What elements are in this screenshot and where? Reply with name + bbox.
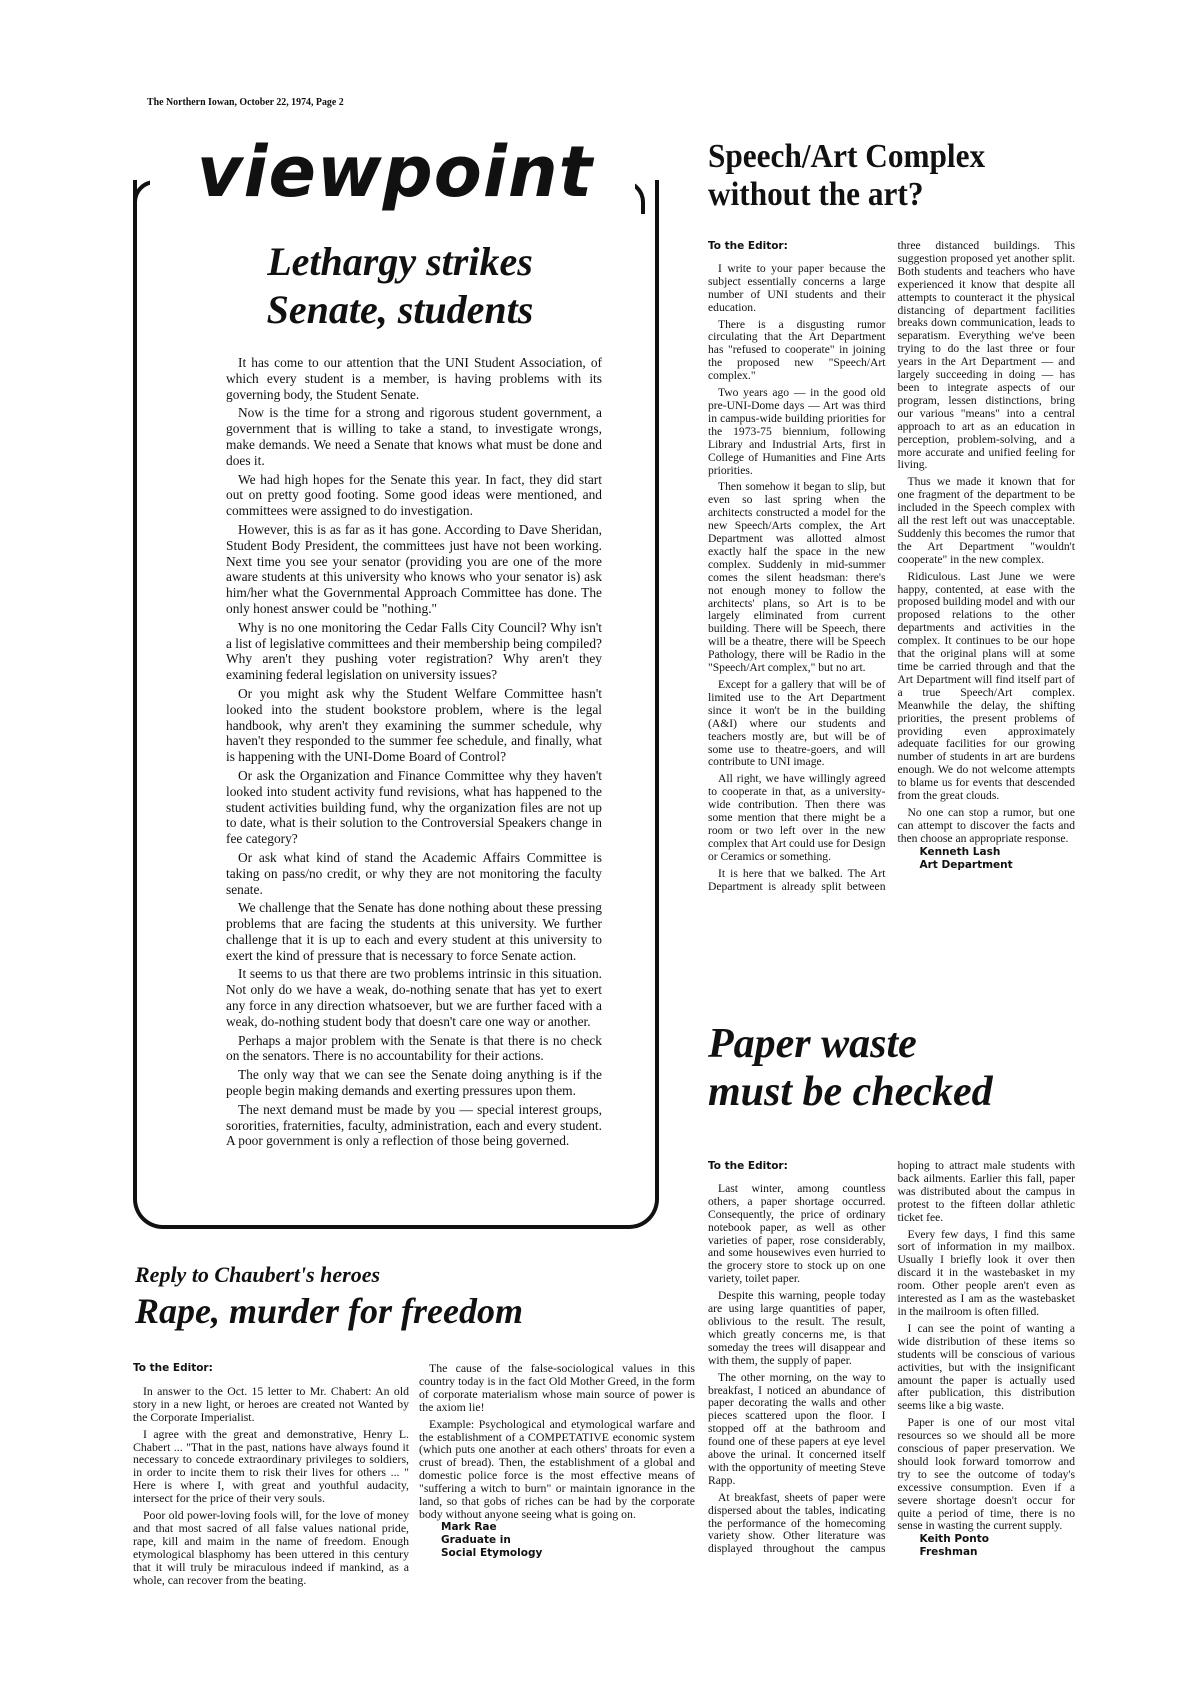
salutation: To the Editor: [708, 1160, 788, 1172]
headline-line: without the art? [708, 176, 924, 213]
paragraph: All right, we have willingly agreed to cooperate in that, as a university-wide contribution. Then there was some mention that there might be a room or two left over in the new complex that Art could use for Design or Ceramics or something. [708, 772, 886, 863]
paragraph: I agree with the great and demonstrative, Henry L. Chabert ... "That in the past, nations have always found it necessary to concede extraordinary privileges to soldiers, in order to incite them to risk their lives for others ... " Here is where I, with great and youthful audacity, intersect for the price of their very souls. [133, 1426, 409, 1506]
paragraph: We had high hopes for the Senate this year. In fact, they did start out on pretty good footing. Some good ideas were mentioned, and committees were assigned to do investigation. [226, 471, 602, 519]
paragraph: Then somehow it began to slip, but even so last spring when the architects constructed a model for the new Speech/Arts complex, the Art Department was allotted almost exactly half the space in the new complex. Suddenly in mid-summer comes the silent headsman: there's not enough money to follow the architects' plans, so Art is to be largely eliminated from current building. There will be Speech, there will be a theatre, there will be Speech Pathology, there will be Radio in the "Speech/Art complex," but no art. [708, 480, 886, 675]
paper-waste-headline [708, 1020, 993, 1116]
salutation: To the Editor: [708, 240, 788, 252]
paragraph: Despite this warning, people today are using large quantities of paper, oblivious to the result. The result, which greatly concerns me, is that someday the trees will disappear and with them, the supply of paper. [708, 1289, 886, 1367]
paragraph: Example: Psychological and etymological warfare and the establishment of a COMPETATIVE economic system (which puts one another at each others' throats for even a crust of bread). Then, the establishment of a global and domestic police force is the most effective means of "suffering a witch to burn" or maintain ignorance in the land, so that gobs of riches can be had by the corporate body without anyone seeing what is going on. [419, 1416, 695, 1521]
signature-line: Kenneth Lash [919, 845, 1001, 858]
paragraph: Every few days, I find this same sort of information in my mailbox. Usually I briefly look it over then discard it in the wastebasket in my room. Other people aren't even as interested as I am as the wastebasket in the mailroom is often filled. [897, 1227, 1075, 1318]
paper-waste-letter [708, 1160, 1075, 1615]
signature [920, 846, 1076, 872]
headline-line: Lethargy strikes [267, 239, 533, 284]
paragraph: Poor old power-loving fools will, for the love of money and that most sacred of all false values national pride, rape, kill and maim in the name of freedom. Enough etymological blasphomy has been uttered in this century that it will truly be miraculous indeed if mankind, as a whole, can recover from the beating. [133, 1508, 409, 1587]
paragraph: Paper is one of our most vital resources so we should all be more conscious of paper preservation. We should look forward tomorrow and try to see the outcome of today's excessive consumption. Even if a severe shortage doesn't occur for quite a period of time, there is no sense in wasting the current supply. [897, 1416, 1075, 1533]
reply-subhead: Reply to Chaubert's heroes [135, 1262, 381, 1287]
viewpoint-section-title: viewpoint [196, 131, 594, 213]
paragraph: It has come to our attention that the UNI Student Association, of which every student is a member, is having problems with its governing body, the Student Senate. [226, 355, 602, 402]
viewpoint-headline [200, 238, 600, 334]
speech-art-headline [708, 138, 985, 214]
salutation: To the Editor: [133, 1362, 213, 1374]
paragraph: Or ask what kind of stand the Academic Affairs Committee is taking on pass/no credit, or why they are not monitoring the faculty senate. [226, 849, 602, 897]
headline-line: must be checked [708, 1069, 993, 1115]
masthead: The Northern Iowan, October 22, 1974, Page 2 [147, 96, 344, 108]
letter-body [708, 240, 1075, 894]
paragraph: Why is no one monitoring the Cedar Falls City Council? Why isn't a list of legislative committees and their membership being compiled? Why aren't they pushing voter registration? Why aren't they examining federal legislation on university issues? [226, 619, 602, 683]
paragraph: There is a disgusting rumor circulating that the Art Department has "refused to cooperate" in joining the proposed new "Speech/Art complex." [708, 317, 886, 383]
paragraph: Or ask the Organization and Finance Committee why they haven't looked into student activity fund revisions, what has happened to the student activities building fund, why the organization files are not up to date, what is their solution to the Controversial Speakers change in fee category? [226, 767, 602, 847]
signature-line: Social Etymology [441, 1546, 543, 1559]
signature [920, 1533, 1076, 1559]
paragraph: Or you might ask why the Student Welfare Committee hasn't looked into the student bookstore problem, where is the legal handbook, why aren't they examining the summer schedule, why haven't they responded to the summer fee schedule, and finally, what is happening with the UNI-Dome Board of Control? [226, 685, 602, 765]
headline-line: Senate, students [266, 287, 534, 332]
letter-columns [133, 1362, 695, 1587]
paragraph: Except for a gallery that will be of limited use to the Art Department since it won't be in the building (A&I) where our students and teachers mostly are, but will be of some use to theatre-goers, and will contribute to UNI image. [708, 678, 886, 769]
signature [441, 1521, 695, 1560]
speech-art-letter [708, 240, 1075, 958]
paragraph: No one can stop a rumor, but one can attempt to discover the facts and then choose an appropriate response. [897, 805, 1075, 845]
paragraph: Now is the time for a strong and rigorous student government, a government that is willing to take a stand, to investigate wrongs, make demands. We need a Senate that knows what must be done and does it. [226, 405, 602, 468]
paragraph: Last winter, among countless others, a paper shortage occurred. Consequently, the price of ordinary notebook paper, as well as other varieties of paper, rose considerably, and some housewives even hurried to the grocery store to stock up on one variety, toilet paper. [708, 1181, 886, 1286]
letter-columns [708, 240, 1075, 894]
signature-line: Mark Rae [441, 1520, 497, 1533]
letter-columns [708, 1160, 1075, 1560]
viewpoint-body [226, 355, 602, 1152]
signature-line: Graduate in [441, 1533, 511, 1546]
headline-line: Paper waste [708, 1021, 917, 1067]
paragraph: It is here that we balked. The Art Department is already split between three distanced buildings. This suggestion proposed yet another split. Both students and teachers who have experienced it know that despite all attempts to counteract it the physical distancing of department facilities breaks down communication, leads to separatism. Everything we've been trying to do the last three or four years in the Art Department — and largely succeeding in doing — has been to integrate aspects of our program, lessen distinctions, bring our various "means" into a central approach to art as an education in perception, problem-solving, and a more accurate and unified feeling for living. [708, 239, 1075, 893]
signature-line: Freshman [919, 1546, 978, 1559]
paragraph: I can see the point of wanting a wide distribution of these items so students will be conscious of various activities, but with the insignificant amount the paper is actually used after publication, this distribution seems like a big waste. [897, 1321, 1075, 1413]
letter-body [708, 1160, 1075, 1560]
paragraph: Thus we made it known that for one fragment of the department to be included in the Speech complex with all the rest left out was unacceptable. Suddenly this becomes the rumor that the Art Department "wouldn't cooperate" in the new complex. [897, 475, 1075, 566]
reply-headline: Rape, murder for freedom [135, 1291, 523, 1331]
reply-letter [133, 1362, 695, 1622]
paragraph: The cause of the false-sociological values in this country today is in the fact Old Mother Greed, in the form of corporate materialism whose main source of power is the axiom lie! [419, 1361, 695, 1414]
paragraph: The next demand must be made by you — special interest groups, sororities, fraternities, faculty, administration, each and every student. A poor government is only a reflection of those being governed. [226, 1101, 602, 1149]
paragraph: Ridiculous. Last June we were happy, contented, at ease with the proposed building model and with our proposed relations to the other departments and activities in the complex. It continues to be our hope that the original plans will at some time be carried through and that the Art Department will find itself part of a true Speech/Art complex. Meanwhile the delay, the shifting priorities, the present problems of providing even approximately adequate facilities for our growing number of students in art are burdens enough. We do not welcome attempts to blame us for events that descended from the great clouds. [897, 569, 1075, 803]
paragraph: The only way that we can see the Senate doing anything is if the people begin making demands and exerting pressures upon them. [226, 1067, 602, 1099]
paragraph: However, this is as far as it has gone. According to Dave Sheridan, Student Body President, the committees just have not been working. Next time you see your senator (providing you are one of the more aware students at this university who knows who your senator is) ask him/her what the Governmental Approach Committee has done. The only honest answer could be "nothing." [226, 521, 602, 616]
paragraph: At breakfast, sheets of paper were dispersed about the tables, indicating the performance of the homecoming variety show. Other literature was displayed throughout the campus hoping to attract male students with back ailments. Earlier this fall, paper was distributed about the campus in protest to the fifteen dollar athletic ticket fee. [708, 1159, 1075, 1556]
paragraph: We challenge that the Senate has done nothing about these pressing problems that are facing the students at this university. We further challenge that it is up to each and every student at this university to exert the kind of pressure that is necessary to force Senate action. [226, 900, 602, 963]
signature-line: Keith Ponto [919, 1533, 989, 1546]
signature-line: Art Department [919, 858, 1013, 871]
paragraph: In answer to the Oct. 15 letter to Mr. Chabert: An old story in a new light, or heroes are created not Wanted by the Corporate Imperialist. [133, 1383, 409, 1424]
paragraph: Perhaps a major problem with the Senate is that there is no check on the senators. There is no accountability for their actions. [226, 1032, 602, 1064]
paragraph: It seems to us that there are two problems intrinsic in this situation. Not only do we have a weak, do-nothing senate that has yet to exert any force in any direction whatsoever, but we are further faced with a weak, do-nothing student body that doesn't care one way or another. [226, 966, 602, 1029]
paragraph: I write to your paper because the subject essentially concerns a large number of UNI students and their education. [708, 261, 886, 314]
headline-line: Speech/Art Complex [708, 138, 986, 175]
paragraph: The other morning, on the way to breakfast, I noticed an abundance of paper decorating the walls and other pieces scattered upon the floor. I stopped off at the bathroom and found one of these papers at eye level above the urinal. It concerned itself with the opportunity of meeting Steve Rapp. [708, 1370, 886, 1487]
paragraph: Two years ago — in the good old pre-UNI-Dome days — Art was third in campus-wide building priorities for the 1973-75 biennium, following Library and Industrial Arts, first in College of Humanities and Fine Arts priorities. [708, 386, 886, 477]
